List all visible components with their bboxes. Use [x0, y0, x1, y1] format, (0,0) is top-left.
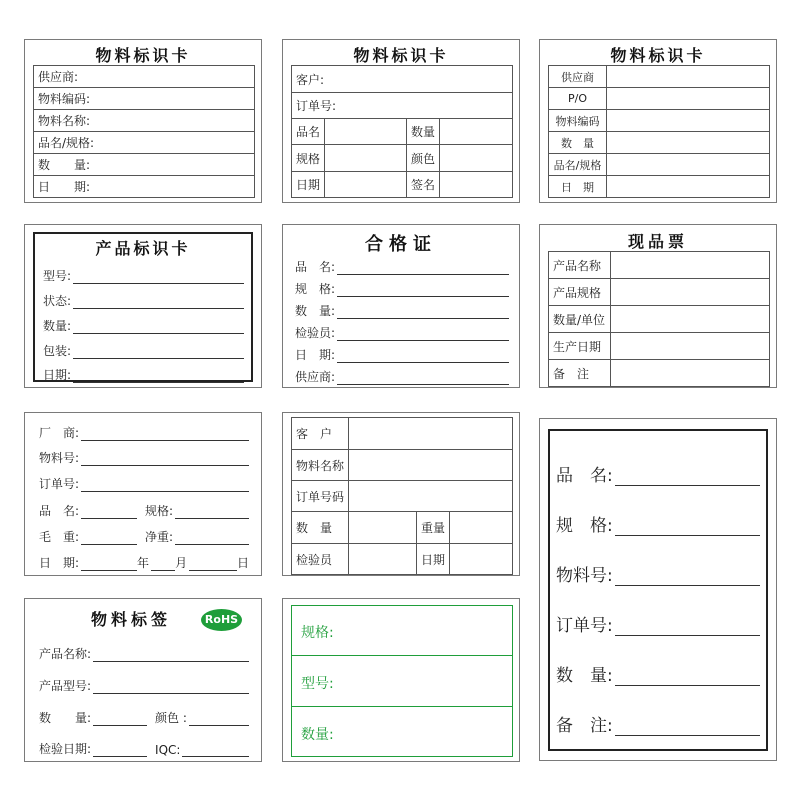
- row-label: 备 注: [549, 360, 611, 387]
- qty-row: [295, 302, 509, 319]
- qty-value: [440, 119, 513, 145]
- color-label: 颜色 :: [155, 711, 187, 725]
- material-row: [556, 561, 760, 586]
- product-name-line: [93, 650, 249, 662]
- date-line: [73, 371, 244, 383]
- pack-label: 包装:: [43, 344, 72, 358]
- row-value: [611, 333, 770, 360]
- card-title: 物料标识卡: [353, 46, 449, 65]
- year-label: 年: [137, 556, 150, 570]
- card-table: [291, 65, 513, 198]
- gross-line: [81, 533, 137, 545]
- row-label: 供应商: [549, 66, 607, 88]
- note-row: [556, 711, 760, 736]
- date-label: 日 期:: [39, 556, 80, 570]
- qty-row: [556, 661, 760, 686]
- qty-label: 数 量: [292, 512, 349, 544]
- qty-line: [93, 714, 147, 726]
- material-name-value: [349, 450, 513, 481]
- order-no-label: 订单号码: [292, 481, 349, 512]
- qty-label: 数量:: [301, 727, 334, 743]
- spec-cell: [292, 606, 512, 656]
- rohs-badge: RoHS: [201, 609, 242, 631]
- material-label: 物料号:: [556, 566, 613, 586]
- green-label-card: [282, 598, 520, 762]
- year-line: [81, 559, 137, 571]
- inspector-row: [295, 324, 509, 341]
- month-line: [151, 559, 175, 571]
- card-table: [548, 65, 770, 198]
- order-row: [556, 611, 760, 636]
- card-title: 现品票: [627, 232, 688, 251]
- color-value: [440, 145, 513, 172]
- card-title: 物料标签: [91, 610, 172, 629]
- row-value: [607, 154, 770, 176]
- spec-label: 规格:: [301, 625, 334, 641]
- day-line: [189, 559, 237, 571]
- row-label: 日 期:: [34, 176, 255, 198]
- date-label: 日期: [417, 544, 450, 575]
- name-row: [556, 461, 760, 486]
- pack-line: [73, 347, 244, 359]
- row-value: [611, 360, 770, 387]
- spec-row: [556, 511, 760, 536]
- customer-value: [349, 418, 513, 450]
- sign-value: [440, 172, 513, 198]
- order-no-label: 订单号:: [292, 93, 513, 119]
- factory-label-card: [24, 412, 262, 576]
- order-label: 订单号:: [556, 616, 613, 636]
- qty-row: [43, 317, 244, 334]
- qty-value: [349, 512, 417, 544]
- row-label: 数 量: [549, 132, 607, 154]
- row-label: 产品规格: [549, 279, 611, 306]
- inspect-date-line: [93, 745, 147, 757]
- qty-line: [615, 674, 760, 686]
- large-label-card: [539, 418, 777, 761]
- model-label: 型号:: [301, 676, 334, 692]
- iqc-label: IQC:: [155, 743, 181, 757]
- date-label: 日 期:: [295, 348, 336, 362]
- material-id-card-3: [539, 39, 777, 203]
- status-line: [73, 297, 244, 309]
- inspector-label: 检验员: [292, 544, 349, 575]
- product-name-row: [39, 645, 249, 662]
- name-line: [81, 507, 137, 519]
- product-model-row: [39, 677, 249, 694]
- gross-label: 毛 重:: [39, 530, 80, 544]
- inspector-line: [337, 329, 509, 341]
- card-title: 合格证: [365, 234, 437, 255]
- material-id-card-2: [282, 39, 520, 203]
- qty-cell: [292, 707, 512, 758]
- row-value: [611, 252, 770, 279]
- row-label: 数 量:: [34, 154, 255, 176]
- product-model-label: 产品型号:: [39, 679, 92, 693]
- supplier-line: [337, 373, 509, 385]
- row-label: 日 期: [549, 176, 607, 198]
- product-id-card: [24, 224, 262, 388]
- card-table: [291, 417, 513, 575]
- name-label: 品 名:: [295, 260, 336, 274]
- row-value: [607, 110, 770, 132]
- supplier-label: 供应商:: [295, 370, 336, 384]
- date-row: [43, 366, 244, 383]
- inspect-date-label: 检验日期:: [39, 742, 92, 756]
- row-label: 产品名称: [549, 252, 611, 279]
- sign-label: 签名: [407, 172, 440, 198]
- row-value: [611, 279, 770, 306]
- material-label-rohs-card: [24, 598, 262, 762]
- material-line: [615, 574, 760, 586]
- date-line: [337, 351, 509, 363]
- net-line: [175, 533, 249, 545]
- name-label: 品 名:: [39, 504, 80, 518]
- qty-color-row: [39, 709, 249, 726]
- card-title: 物料标识卡: [610, 46, 706, 65]
- name-value: [325, 119, 407, 145]
- qty-label: 数量:: [43, 319, 72, 333]
- month-label: 月: [175, 556, 188, 570]
- name-line: [337, 263, 509, 275]
- name-row: [295, 258, 509, 275]
- inspector-value: [349, 544, 417, 575]
- date-value: [325, 172, 407, 198]
- customer-label: 客户:: [292, 66, 513, 93]
- color-label: 颜色: [407, 145, 440, 172]
- pack-row: [43, 342, 244, 359]
- card-title: 物料标识卡: [95, 46, 191, 65]
- day-label: 日: [236, 556, 249, 570]
- supplier-row: [295, 368, 509, 385]
- order-row: [39, 475, 249, 492]
- model-row: [43, 267, 244, 284]
- spec-label: 规格: [292, 145, 325, 172]
- status-row: [43, 292, 244, 309]
- date-row: [39, 554, 249, 571]
- factory-line: [81, 429, 249, 441]
- customer-table-card: [282, 412, 520, 576]
- order-no-value: [349, 481, 513, 512]
- material-name-label: 物料名称: [292, 450, 349, 481]
- date-value: [450, 544, 513, 575]
- product-model-line: [93, 682, 249, 694]
- qty-label: 数 量:: [556, 666, 613, 686]
- color-line: [189, 714, 249, 726]
- row-value: [607, 66, 770, 88]
- model-line: [73, 272, 244, 284]
- green-table: [291, 605, 513, 757]
- spec-line: [615, 524, 760, 536]
- card-title: 产品标识卡: [95, 239, 191, 258]
- qty-label: 数 量:: [39, 711, 92, 725]
- row-label: 数量/单位: [549, 306, 611, 333]
- qty-line: [73, 322, 244, 334]
- factory-row: [39, 424, 249, 441]
- row-value: [607, 176, 770, 198]
- certificate-card: [282, 224, 520, 388]
- row-label: 物料名称:: [34, 110, 255, 132]
- spec-label: 规 格:: [295, 282, 336, 296]
- qty-label: 数 量:: [295, 304, 336, 318]
- card-table: [33, 65, 255, 198]
- row-label: 生产日期: [549, 333, 611, 360]
- row-label: P/O: [549, 88, 607, 110]
- product-name-label: 产品名称:: [39, 647, 92, 661]
- spec-label: 规格:: [145, 504, 174, 518]
- material-label: 物料号:: [39, 451, 80, 465]
- spec-line: [175, 507, 249, 519]
- model-label: 型号:: [43, 269, 72, 283]
- row-label: 供应商:: [34, 66, 255, 88]
- order-label: 订单号:: [39, 477, 80, 491]
- product-ticket-card: [539, 224, 777, 388]
- weight-value: [450, 512, 513, 544]
- date-row: [295, 346, 509, 363]
- name-line: [615, 474, 760, 486]
- inspector-label: 检验员:: [295, 326, 336, 340]
- row-value: [607, 88, 770, 110]
- qty-label: 数量: [407, 119, 440, 145]
- row-label: 物料编码: [549, 110, 607, 132]
- row-label: 物料编码:: [34, 88, 255, 110]
- iqc-line: [182, 745, 249, 757]
- status-label: 状态:: [43, 294, 72, 308]
- customer-label: 客 户: [292, 418, 349, 450]
- name-label: 品 名:: [556, 466, 613, 486]
- spec-value: [325, 145, 407, 172]
- qty-line: [337, 307, 509, 319]
- note-line: [615, 724, 760, 736]
- spec-label: 规 格:: [556, 516, 613, 536]
- note-label: 备 注:: [556, 716, 613, 736]
- card-table: [548, 251, 770, 387]
- spec-row: [295, 280, 509, 297]
- factory-label: 厂 商:: [39, 426, 80, 440]
- order-line: [615, 624, 760, 636]
- date-label: 日期:: [43, 368, 72, 382]
- spec-line: [337, 285, 509, 297]
- material-line: [81, 454, 249, 466]
- row-value: [611, 306, 770, 333]
- name-spec-row: [39, 502, 249, 519]
- material-id-card-1: [24, 39, 262, 203]
- weight-row: [39, 528, 249, 545]
- date-label: 日期: [292, 172, 325, 198]
- row-label: 品名/规格:: [34, 132, 255, 154]
- date-iqc-row: [39, 740, 249, 757]
- model-cell: [292, 656, 512, 707]
- order-line: [81, 480, 249, 492]
- row-value: [607, 132, 770, 154]
- net-label: 净重:: [145, 530, 174, 544]
- name-label: 品名: [292, 119, 325, 145]
- material-row: [39, 449, 249, 466]
- row-label: 品名/规格: [549, 154, 607, 176]
- weight-label: 重量: [417, 512, 450, 544]
